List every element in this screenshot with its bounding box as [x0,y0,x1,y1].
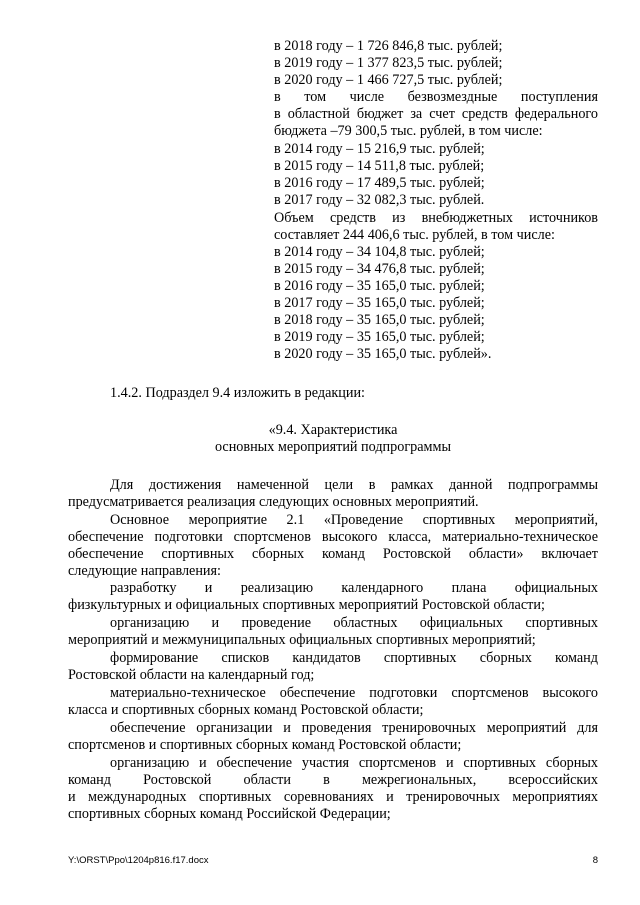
body-line: обеспечение спортивных сборных команд Ростовской области» включает [68,546,598,562]
extrabudget-year-line: в 2020 году – 35 165,0 тыс. рублей». [274,346,492,362]
body-line: Ростовской области на календарный год; [68,667,315,683]
extrabudget-year-line: в 2017 году – 35 165,0 тыс. рублей; [274,295,485,311]
body-line: обеспечение подготовки спортсменов высокого класса, материально-техническое [68,529,598,545]
body-line: предусматривается реализация следующих основных мероприятий. [68,494,479,510]
body-line: следующие направления: [68,563,221,579]
extrabudget-year-line: в 2019 году – 35 165,0 тыс. рублей; [274,329,485,345]
federal-intro-line: в том числе безвозмездные поступления [274,89,598,105]
section-instruction: 1.4.2. Подраздел 9.4 изложить в редакции: [110,385,365,401]
body-line: спортивных сборных команд Российской Федерации; [68,806,391,822]
federal-year-line: в 2015 году – 14 511,8 тыс. рублей; [274,158,485,174]
body-line: Основное мероприятие 2.1 «Проведение спортивных мероприятий, [110,512,598,528]
extrabudget-year-line: в 2016 году – 35 165,0 тыс. рублей; [274,278,485,294]
funding-line-2019: в 2019 году – 1 377 823,5 тыс. рублей; [274,55,503,71]
body-line: обеспечение организации и проведения тренировочных мероприятий для [110,720,598,736]
extrabudget-year-line: в 2015 году – 34 476,8 тыс. рублей; [274,261,485,277]
federal-year-line: в 2016 году – 17 489,5 тыс. рублей; [274,175,485,191]
extrabudget-year-line: в 2014 году – 34 104,8 тыс. рублей; [274,244,485,260]
body-line: материально-техническое обеспечение подготовки спортсменов высокого [110,685,598,701]
federal-intro-line: бюджета –79 300,5 тыс. рублей, в том числе: [274,123,543,139]
funding-line-2018: в 2018 году – 1 726 846,8 тыс. рублей; [274,38,503,54]
body-line: разработку и реализацию календарного плана официальных [110,580,598,596]
section-heading-line2: основных мероприятий подпрограммы [214,439,452,455]
body-line: и международных спортивных соревнованиях и тренировочных мероприятиях [68,789,598,805]
body-line: организацию и проведение областных официальных спортивных [110,615,598,631]
body-line: спортсменов и спортивных сборных команд Ростовской области; [68,737,462,753]
body-line: организацию и обеспечение участия спортсменов и спортивных сборных [110,755,598,771]
body-line: класса и спортивных сборных команд Ростовской области; [68,702,424,718]
section-heading-line1: «9.4. Характеристика [268,422,398,438]
body-line: команд Ростовской области в межрегиональных, всероссийских [68,772,598,788]
federal-year-line: в 2014 году – 15 216,9 тыс. рублей; [274,141,485,157]
federal-year-line: в 2017 году – 32 082,3 тыс. рублей. [274,192,485,208]
body-line: Для достижения намеченной цели в рамках данной подпрограммы [110,477,598,493]
extrabudget-intro-line: Объем средств из внебюджетных источников [274,210,598,226]
extrabudget-year-line: в 2018 году – 35 165,0 тыс. рублей; [274,312,485,328]
body-line: физкультурных и официальных спортивных мероприятий Ростовской области; [68,597,545,613]
body-line: формирование списков кандидатов спортивных сборных команд [110,650,598,666]
funding-line-2020: в 2020 году – 1 466 727,5 тыс. рублей; [274,72,503,88]
extrabudget-intro-line: составляет 244 406,6 тыс. рублей, в том числе: [274,227,555,243]
body-line: мероприятий и межмуниципальных официальных спортивных мероприятий; [68,632,536,648]
federal-intro-line: в областной бюджет за счет средств федерального [274,106,598,122]
footer-page-number: 8 [592,855,598,866]
footer-file-path: Y:\ORST\Ppo\1204p816.f17.docx [68,855,209,866]
